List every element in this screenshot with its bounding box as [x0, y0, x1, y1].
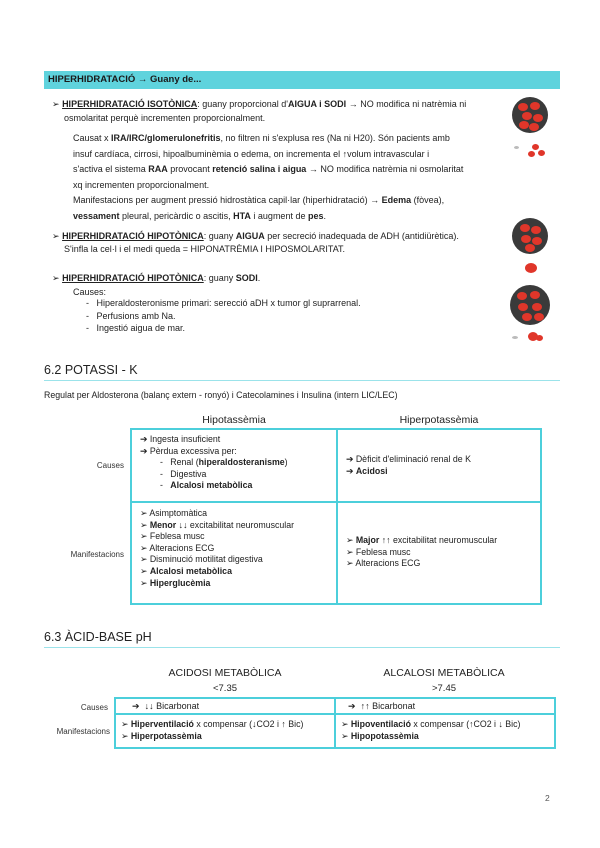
red-blood-cell-icon	[512, 97, 548, 133]
hipertonica-c: per secreció inadequada de ADH (antidiürètica).	[264, 231, 459, 241]
list-item	[140, 508, 294, 520]
list-item	[140, 446, 288, 458]
list-item	[341, 731, 520, 743]
causes-3e: → NO modifica natrèmia ni osmolaritat	[306, 164, 464, 174]
hipotonica-paragraph	[52, 272, 260, 285]
isotonica-title: HIPERHIDRATACIÓ ISOTÒNICA	[62, 99, 198, 109]
hipertonica-paragraph	[52, 230, 512, 243]
causes-3d: retenció salina i aigua	[212, 164, 307, 174]
row-label-manifestacions: Manifestacions	[56, 727, 110, 736]
right-arrow-icon: ➔	[346, 465, 354, 476]
list-item	[346, 466, 471, 478]
manif-2d: i augment de	[250, 210, 308, 221]
hipertonica-title: HIPERHIDRATACIÓ HIPOTÒNICA	[62, 231, 204, 241]
page-number: 2	[545, 793, 550, 803]
cell-text: ↑↑ excitabilitat neuromuscular	[379, 535, 498, 545]
potassi-subtitle: Regulat per Aldosterona (balanç extern - ronyó) i Catecolamines i Insulina (intern LIC/LEC)	[44, 390, 398, 400]
cell-text: Disminució motilitat digestiva	[149, 554, 263, 565]
cell-text: ↑↑ Bicarbonat	[360, 701, 416, 711]
cell-text-bold: Hiperventilació	[130, 719, 194, 729]
manif-2f: .	[323, 210, 326, 221]
hipotonica-c: .	[257, 273, 261, 283]
cell-text-bold: Hipoventilació	[350, 719, 411, 729]
list-item	[121, 731, 303, 743]
cell-text: )	[284, 457, 288, 468]
arrowhead-bullet-icon: ➢	[341, 730, 349, 741]
hipertonica-b: AIGUA	[235, 231, 265, 241]
isotonica-intro-a: : guany proporcional d'	[197, 99, 289, 109]
hipotonica-a: : guany	[203, 273, 236, 283]
hipertonica-line2: S'infla la cel·l i el medi queda = HIPONATRÈMIA I HIPOSMOLARITAT.	[64, 244, 346, 254]
cell-text: Alteracions ECG	[355, 558, 421, 569]
list-item	[140, 578, 294, 590]
list-item	[121, 719, 303, 731]
red-blood-cell-icon	[510, 285, 550, 325]
arrowhead-bullet-icon: ➢	[346, 558, 354, 569]
isotonica-line2: osmolaritat perquè incrementen proporcionalment.	[64, 113, 266, 123]
arrowhead-bullet-icon: ➢	[140, 577, 148, 588]
potassi-heading: 6.2 POTASSI - K	[44, 363, 138, 377]
cell-text: Alteracions ECG	[149, 542, 215, 553]
right-arrow-icon: ➔	[348, 701, 356, 711]
list-item	[140, 554, 294, 566]
isotonica-intro-b: AIGUA i SODI	[288, 99, 347, 109]
cause-text: Perfusions amb Na.	[96, 310, 176, 321]
right-arrow-icon: ➔	[140, 434, 148, 444]
list-item: - Perfusions amb Na.	[86, 310, 176, 321]
table-cell-acid-manif	[114, 713, 336, 749]
hipotonica-b: SODI	[235, 273, 258, 283]
table-cell-hipo-manif	[130, 501, 338, 605]
arrowhead-bullet-icon: ➢	[52, 231, 60, 241]
right-arrow-icon: ➔	[346, 454, 354, 464]
cell-text: Pèrdua excessiva per:	[149, 445, 237, 456]
arrowhead-bullet-icon: ➢	[140, 519, 148, 530]
table-cell-hipo-causes	[130, 428, 338, 503]
causes-2: insuf cardíaca, cirrosi, hipoalbuminèmia o edema, on incrementa el ↑volum intravascular i	[73, 148, 430, 159]
col-hiperpotassemia: Hiperpotassèmia	[399, 414, 479, 426]
cell-text: Digestiva	[170, 468, 207, 479]
list-item	[140, 520, 294, 532]
causes-3b: RAA	[148, 164, 168, 174]
causes-1a: Causat x	[73, 133, 112, 143]
red-blood-cell-icon	[522, 260, 542, 276]
section-divider	[44, 380, 560, 381]
row-label-causes: Causes	[80, 703, 108, 712]
cause-text: Hiperaldosteronisme primari: serecció aDH x tumor gl suprarrenal.	[96, 298, 361, 308]
red-blood-cell-icon	[512, 218, 548, 254]
cell-text-bold: Major	[355, 535, 380, 545]
table-cell-alk-manif	[334, 713, 556, 749]
acidbase-heading: 6.3 ÀCID-BASE pH	[44, 630, 152, 644]
manif-2e: pes	[307, 210, 324, 221]
cell-text-bold: hiperaldosteranisme	[198, 457, 285, 468]
list-item: - Ingestió aigua de mar.	[86, 323, 186, 333]
list-item	[346, 558, 497, 570]
table-cell-hiper-causes	[336, 428, 542, 503]
isotonica-causes	[73, 132, 506, 191]
cell-text: ↓↓ Bicarbonat	[144, 701, 200, 711]
arrowhead-bullet-icon: ➢	[140, 565, 148, 576]
hipotonica-causes-label: Causes:	[73, 287, 107, 297]
manif-1: Manifestacions per augment pressió hidrostàtica capil·lar (hiperhidratació) →	[73, 195, 382, 205]
isotonica-manif	[73, 194, 506, 222]
causes-1c: , no filtren ni s'explusa res (Na ni H20). Són pacients amb	[220, 133, 450, 143]
cell-text: Feblesa musc	[149, 531, 205, 542]
list-item	[140, 531, 294, 543]
cell-text-bold: Hiperpotassèmia	[130, 730, 202, 741]
list-item	[346, 535, 497, 547]
list-item	[140, 566, 294, 578]
cell-text: Ingesta insuficient	[149, 434, 221, 444]
arrowhead-bullet-icon: ➢	[121, 719, 129, 729]
list-item: - Digestiva	[160, 468, 207, 479]
cell-text-bold: Hiperglucèmia	[149, 577, 211, 588]
cell-text: Dèficit d'eliminació renal de K	[355, 454, 471, 464]
list-item	[346, 454, 471, 466]
arrowhead-bullet-icon: ➢	[341, 719, 349, 729]
causes-4: xq incrementen proporcionalment.	[73, 179, 210, 190]
right-arrow-icon: ➔	[132, 701, 140, 711]
arrowhead-bullet-icon: ➢	[121, 730, 129, 741]
row-label-causes: Causes	[96, 461, 124, 470]
isotonica-intro-c: → NO modifica ni natrèmia ni	[346, 99, 467, 109]
cell-text-bold: Alcalosi metabòlica	[170, 480, 253, 491]
manif-2b: pleural, pericàrdic o ascitis,	[119, 210, 234, 221]
hipotonica-title: HIPERHIDRATACIÓ HIPOTÒNICA	[62, 273, 204, 283]
arrowhead-bullet-icon: ➢	[140, 531, 148, 542]
cell-text: Feblesa musc	[355, 546, 411, 557]
list-item	[341, 719, 520, 731]
list-item	[140, 434, 288, 446]
isotonica-paragraph	[52, 98, 512, 111]
causes-3a: s'activa el sistema	[73, 164, 149, 174]
list-item: - Alcalosi metabòlica	[160, 480, 253, 491]
cell-text: Asimptomàtica	[149, 508, 208, 518]
section-banner	[44, 71, 560, 89]
list-item	[140, 543, 294, 555]
manif-1c: (fòvea),	[411, 195, 445, 205]
banner-title: HIPERHIDRATACIÓ → Guany de...	[48, 74, 202, 85]
arrowhead-bullet-icon: ➢	[52, 99, 60, 109]
cell-text: x compensar (↑CO2 i ↓ Bic)	[410, 719, 521, 729]
list-item	[346, 547, 497, 559]
arrowhead-bullet-icon: ➢	[140, 554, 148, 565]
col-hipotassemia: Hipotassèmia	[202, 414, 266, 426]
cause-text: Ingestió aigua de mar.	[96, 323, 186, 333]
arrowhead-bullet-icon: ➢	[346, 535, 354, 545]
causes-1b: IRA/IRC/glomerulonefritis	[111, 133, 221, 143]
cell-text-bold: Menor	[149, 519, 177, 530]
right-arrow-icon: ➔	[140, 445, 148, 456]
cell-text: ↓↓ excitabilitat neuromuscular	[176, 519, 295, 530]
row-label-manifestacions: Manifestacions	[70, 550, 124, 559]
manif-2a: vessament	[73, 210, 120, 221]
cell-text-bold: Acidosi	[355, 465, 388, 476]
arrowhead-bullet-icon: ➢	[140, 542, 148, 553]
hipotonica-causes-list	[86, 297, 361, 335]
section-divider	[44, 647, 560, 648]
col-acidosi-range: <7.35	[212, 683, 238, 694]
causes-3c: provocant	[167, 164, 213, 174]
cell-text: x compensar (↓CO2 i ↑ Bic)	[193, 719, 304, 729]
red-blood-cell-icon	[514, 140, 548, 160]
manif-2c: HTA	[233, 210, 251, 221]
col-acidosi: ACIDOSI METABÒLICA	[168, 667, 282, 679]
hipertonica-a: : guany	[203, 231, 236, 241]
arrowhead-bullet-icon: ➢	[346, 546, 354, 557]
col-alcalosi-range: >7.45	[431, 683, 457, 694]
col-alcalosi: ALCALOSI METABÒLICA	[383, 667, 505, 679]
list-item: - Hiperaldosteronisme primari: serecció aDH x tumor gl suprarrenal.	[86, 298, 361, 308]
arrowhead-bullet-icon: ➢	[52, 273, 60, 283]
list-item: - Renal (hiperaldosteranisme)	[160, 457, 288, 468]
cell-text-bold: Hipopotassèmia	[350, 730, 419, 741]
red-blood-cell-icon	[512, 330, 548, 346]
table-cell-hiper-manif	[336, 501, 542, 605]
manif-1b: Edema	[381, 195, 412, 205]
cell-text-bold: Alcalosi metabòlica	[149, 565, 232, 576]
arrowhead-bullet-icon: ➢	[140, 508, 148, 518]
cell-text: Renal (	[170, 457, 199, 468]
